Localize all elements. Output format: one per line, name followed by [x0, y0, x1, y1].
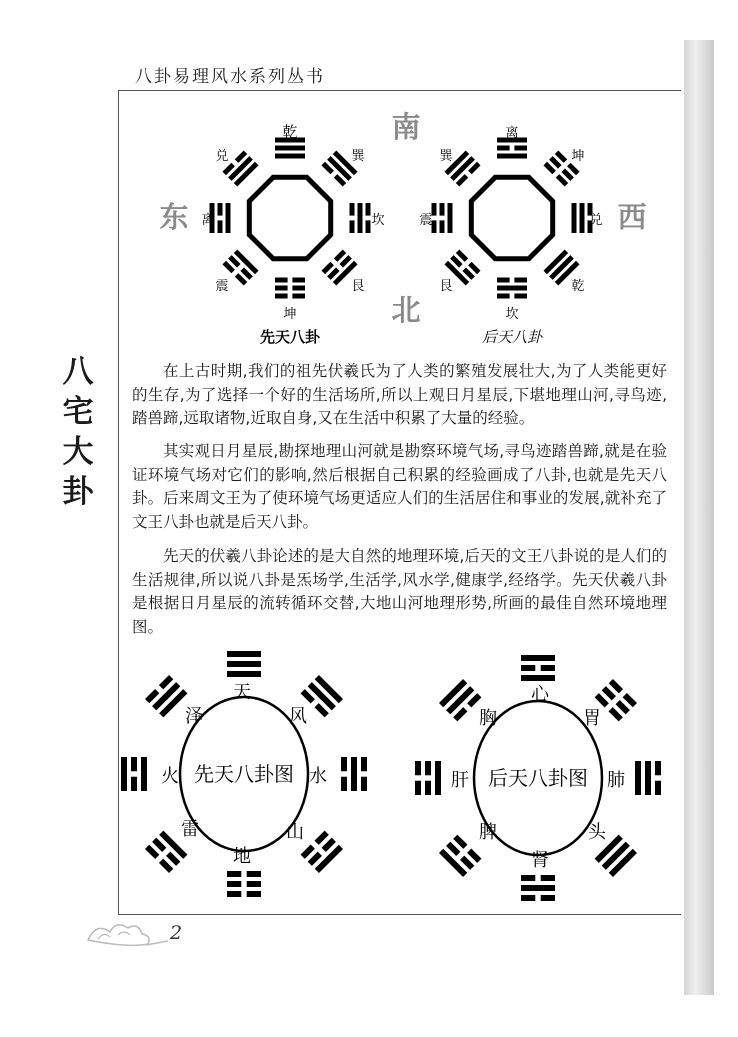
- bottom-bagua-figure: [0, 640, 738, 910]
- direction-east: 东: [159, 200, 189, 234]
- direction-west: 西: [617, 200, 647, 234]
- element-label: 水: [309, 766, 327, 787]
- octagon-frame: [249, 177, 330, 258]
- paragraph: 先天的伏羲八卦论述的是大自然的地理环境,后天的文王八卦说的是人们的生活规律,所以说八卦是炁场学,生活学,风水学,健康学,经络学。先天伏羲八卦是根据日月星辰的流转循环交替,大地山河地理形势,所画的最佳自然环境地理图。: [132, 547, 667, 636]
- page-number: 2: [170, 922, 183, 944]
- paragraph: 在上古时期,我们的祖先伏羲氏为了人类的繁殖发展壮大,为了人类能更好的生存,为了选择一个好的生活场所,所以上观日月星辰,下堪地理山河,寻鸟迹,踏兽蹄,远取诸物,近取自身,又在生活中积累了大量的经验。: [132, 362, 667, 427]
- trigram-label: 震: [419, 213, 433, 228]
- houtian-center-label: 后天八卦图: [488, 766, 588, 790]
- trigram-symbol: [350, 203, 371, 233]
- trigram-symbol: [415, 761, 441, 795]
- houtian-octagon: [432, 138, 593, 299]
- trigram-symbol: [439, 679, 481, 721]
- trigram-label: 艮: [351, 279, 365, 294]
- trigram-symbol: [521, 875, 555, 901]
- organ-label: 肝: [451, 770, 469, 791]
- xiantian-octagon: [210, 138, 371, 299]
- organ-label: 心: [531, 684, 549, 705]
- trigram-label: 坤: [283, 307, 297, 322]
- trigram-label: 坎: [505, 307, 519, 322]
- element-label: 天: [233, 682, 251, 703]
- side-title-char: 卦: [62, 474, 94, 510]
- side-title-char: 大: [62, 434, 94, 470]
- side-title-char: 宅: [62, 394, 94, 430]
- trigram-label: 兑: [589, 213, 603, 228]
- trigram-label: 坤: [571, 149, 585, 164]
- trigram-symbol: [145, 675, 187, 717]
- trigram-symbol: [275, 278, 305, 299]
- organ-label: 肺: [607, 770, 625, 791]
- trigram-symbol: [121, 757, 147, 791]
- trigram-symbol: [341, 757, 367, 791]
- paragraph: 其实观日月星辰,勘探地理山河就是勘察环境气场,寻鸟迹踏兽蹄,就是在验证环境气场对它们的影响,然后根据自己积累的经验画成了八卦,也就是先天八卦。后来周文王为了使环境气场更适应人们的生活居住和事业的发展,就补充了文王八卦也就是后天八卦。: [132, 442, 667, 531]
- element-label: 雷: [181, 819, 199, 840]
- direction-north: 北: [391, 293, 421, 327]
- element-label: 泽: [185, 706, 203, 727]
- organ-label: 头: [588, 822, 606, 843]
- direction-south: 南: [391, 110, 421, 144]
- trigram-symbol: [635, 761, 661, 795]
- trigram-symbol: [432, 203, 453, 233]
- trigram-label: 离: [505, 126, 519, 141]
- side-title-char: 八: [62, 354, 94, 390]
- organ-label: 肾: [531, 850, 549, 871]
- organ-label: 脾: [479, 822, 497, 843]
- trigram-symbol: [439, 835, 481, 877]
- trigram-symbol: [227, 871, 261, 897]
- trigram-label: 乾: [571, 279, 585, 294]
- organ-label: 胃: [583, 708, 601, 729]
- trigram-label: 坎: [371, 213, 385, 228]
- trigram-label: 艮: [439, 279, 453, 294]
- xiantian-caption: 先天八卦: [259, 328, 321, 346]
- footer-rule: [118, 914, 681, 915]
- houtian-caption: 后天八卦: [481, 328, 543, 346]
- element-label: 地: [233, 846, 251, 867]
- element-label: 山: [286, 822, 304, 843]
- octagon-frame: [471, 177, 552, 258]
- organ-label: 胸: [479, 708, 497, 729]
- cloud-ornament-icon: [78, 915, 168, 955]
- trigram-symbol: [521, 655, 555, 681]
- trigram-label: 乾: [282, 123, 298, 141]
- trigram-symbol: [301, 831, 343, 873]
- xiantian-center-label: 先天八卦图: [194, 762, 294, 786]
- trigram-symbol: [497, 278, 527, 299]
- trigram-label: 兑: [215, 149, 229, 164]
- element-label: 火: [161, 766, 179, 787]
- trigram-label: 巽: [351, 149, 365, 164]
- trigram-label: 巽: [439, 149, 453, 164]
- trigram-symbol: [227, 651, 261, 677]
- chapter-side-title: [58, 352, 98, 512]
- book-series-title: 八卦易理风水系列丛书: [135, 67, 325, 87]
- trigram-label: 震: [215, 279, 229, 294]
- top-bagua-figure: [0, 0, 738, 360]
- element-label: 风: [289, 706, 307, 727]
- trigram-label: 离: [201, 213, 215, 228]
